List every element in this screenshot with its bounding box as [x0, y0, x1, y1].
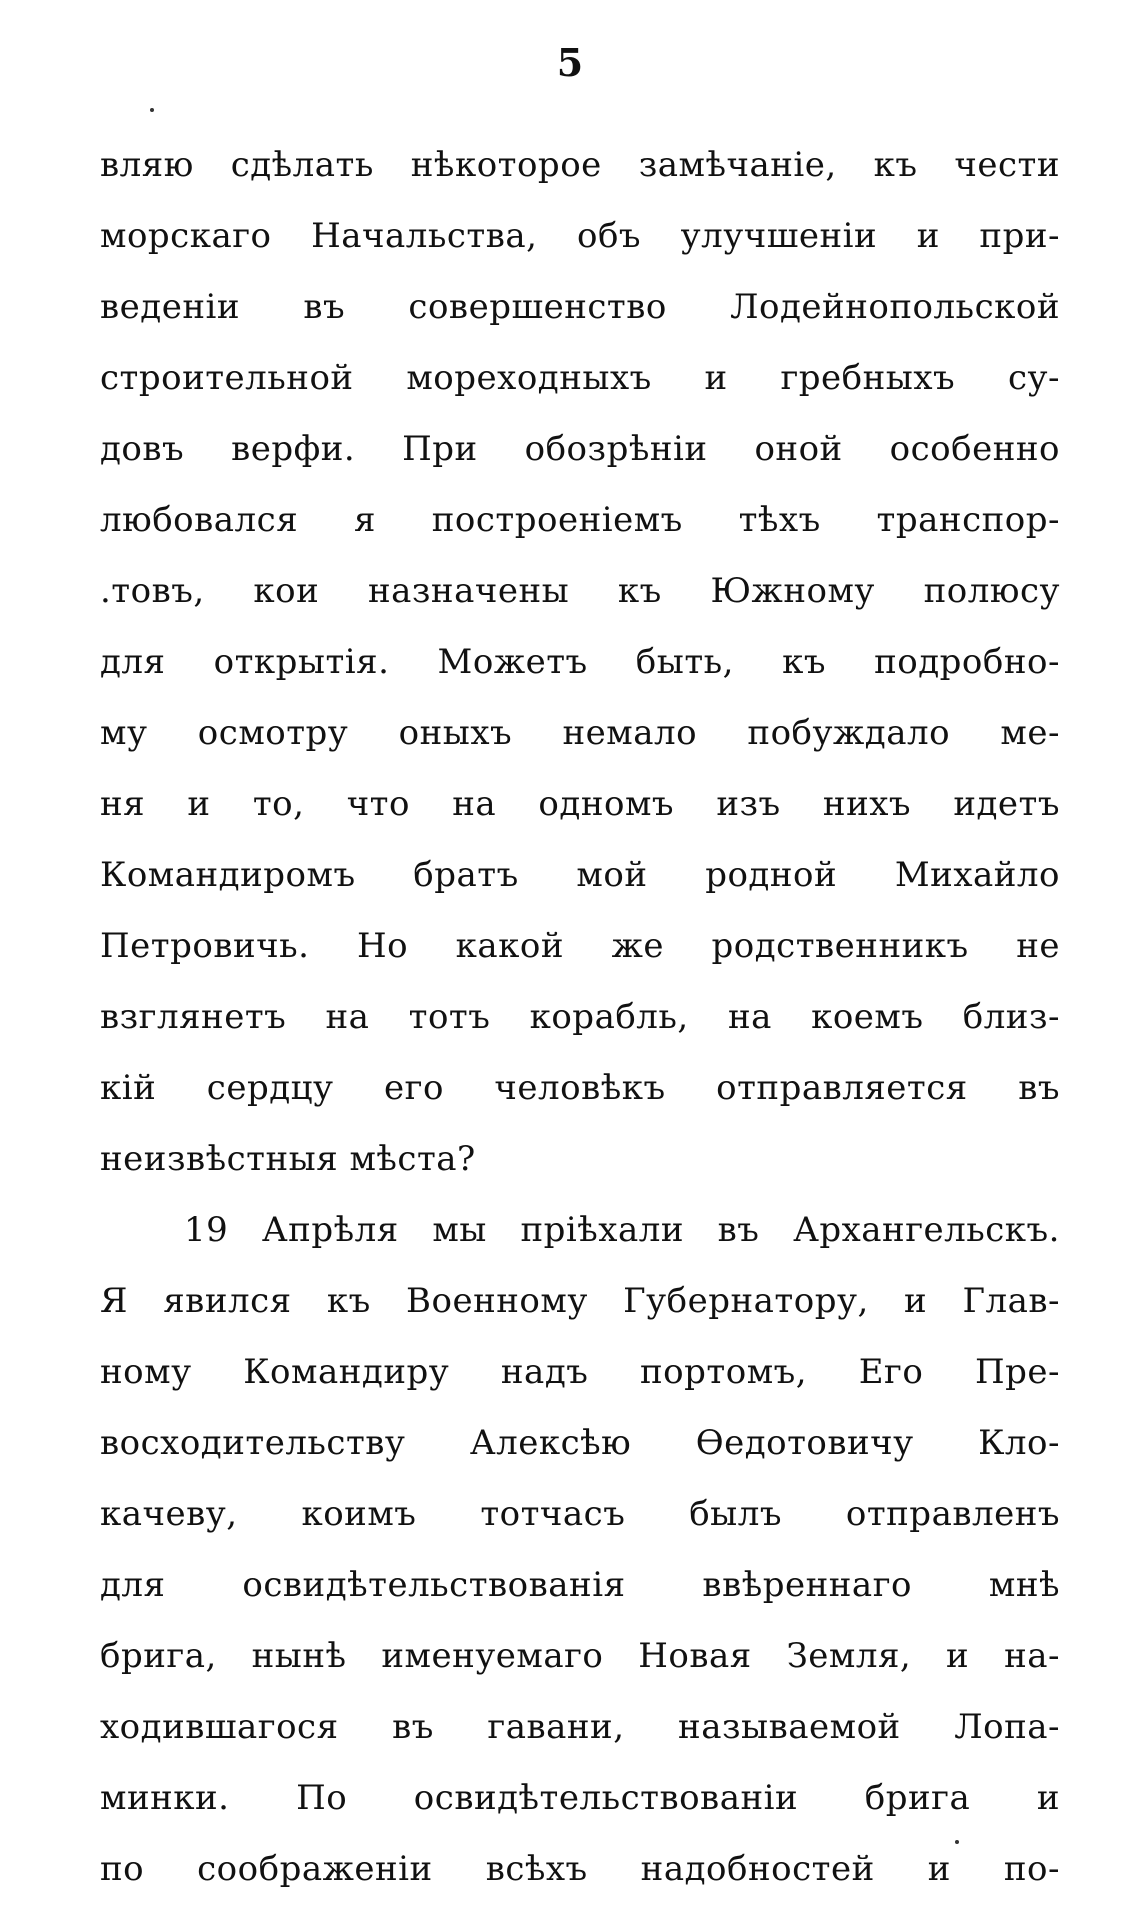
text-line: ня и то, что на одномъ изъ нихъ идетъ — [100, 784, 1060, 824]
text-line: неизвѣстныя мѣста? — [100, 1139, 476, 1179]
scan-speck — [150, 108, 154, 112]
body-text — [100, 130, 1060, 1905]
text-line: кій сердцу его человѣкъ отправляется въ — [100, 1068, 1060, 1108]
text-line: .товъ, кои назначены къ Южному полюсу — [100, 571, 1060, 611]
scan-speck — [955, 1840, 959, 1844]
text-line: взглянетъ на тотъ корабль, на коемъ близ- — [100, 997, 1060, 1037]
text-line: ному Командиру надъ портомъ, Его Пре- — [100, 1352, 1060, 1392]
text-line: для освидѣтельствованія ввѣреннаго мнѣ — [100, 1565, 1060, 1605]
page-number: 5 — [556, 40, 584, 85]
text-line: довъ верфи. При обозрѣніи оной особенно — [100, 429, 1060, 469]
text-line: веденіи въ совершенство Лодейнопольской — [100, 287, 1060, 327]
text-line: минки. По освидѣтельствованіи брига и — [100, 1778, 1060, 1818]
text-line: строительной мореходныхъ и гребныхъ су- — [100, 358, 1060, 398]
text-line: восходительству Алексѣю Ѳедотовичу Кло- — [100, 1423, 1060, 1463]
text-line: Петровичь. Но какой же родственникъ не — [100, 926, 1060, 966]
text-line: качеву, коимъ тотчасъ былъ отправленъ — [100, 1494, 1060, 1534]
text-line: по соображеніи всѣхъ надобностей и по- — [100, 1849, 1060, 1889]
text-line: для открытія. Можетъ быть, къ подробно- — [100, 642, 1060, 682]
text-line: брига, нынѣ именуемаго Новая Земля, и на- — [100, 1636, 1060, 1676]
text-line: ходившагося въ гавани, называемой Лопа- — [100, 1707, 1060, 1747]
text-line: любовался я построеніемъ тѣхъ транспор- — [100, 500, 1060, 540]
text-line: вляю сдѣлать нѣкоторое замѣчаніе, къ чести — [100, 145, 1060, 185]
text-line: му осмотру оныхъ немало побуждало ме- — [100, 713, 1060, 753]
text-line: Я явился къ Военному Губернатору, и Глав- — [100, 1281, 1060, 1321]
text-line: 19 Апрѣля мы пріѣхали въ Архангельскъ. — [184, 1210, 1060, 1250]
text-line: Командиромъ братъ мой родной Михайло — [100, 855, 1060, 895]
text-line: морскаго Начальства, объ улучшеніи и при- — [100, 216, 1060, 256]
